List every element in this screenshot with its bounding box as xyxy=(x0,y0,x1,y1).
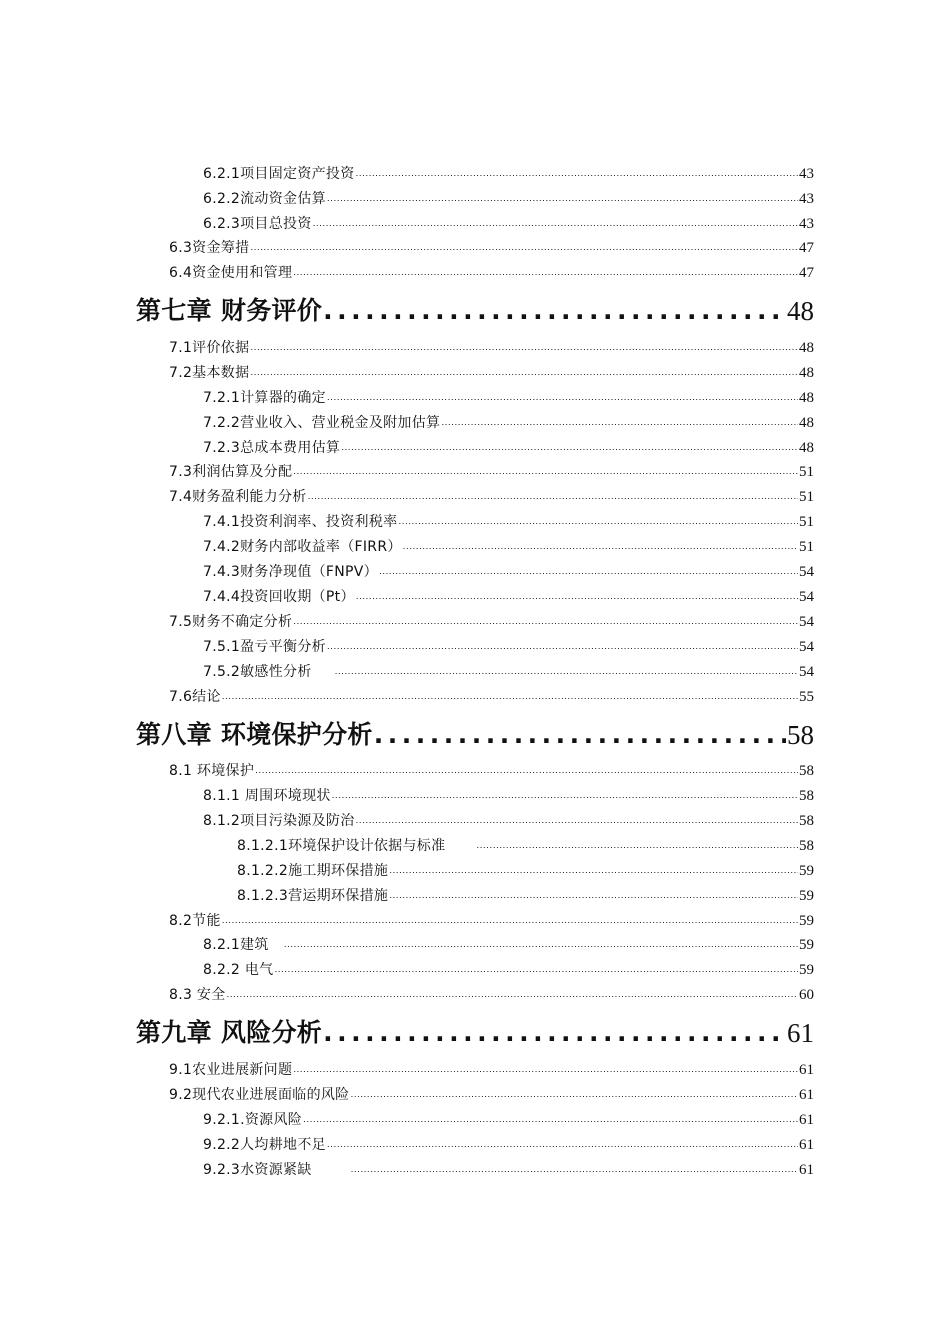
toc-entry-title: 8.1.2.3营运期环保措施 xyxy=(237,888,389,904)
toc-entry[interactable] xyxy=(169,1060,814,1080)
toc-entry-title: 6.2.3项目总投资 xyxy=(203,216,312,232)
toc-entry-title: 9.2.1.资源风险 xyxy=(203,1112,303,1128)
toc-entry-title: 7.4.3财务净现值（FNPV） xyxy=(203,564,378,580)
dot-leader xyxy=(293,623,798,632)
dot-leader xyxy=(341,449,798,458)
toc-chapter-page: 48 xyxy=(787,296,814,326)
toc-entry-title: 6.3资金筹措 xyxy=(169,240,250,256)
toc-entry[interactable] xyxy=(237,886,814,906)
toc-entry[interactable] xyxy=(169,612,814,632)
toc-entry[interactable] xyxy=(169,985,814,1005)
toc-entry[interactable] xyxy=(203,1160,814,1180)
toc-entry[interactable] xyxy=(203,786,814,806)
toc-entry-page: 47 xyxy=(799,265,814,281)
dot-leader xyxy=(250,374,798,383)
toc-entry-page: 58 xyxy=(799,813,814,829)
dot-leader xyxy=(351,1171,798,1180)
toc-entry-title: 8.2节能 xyxy=(169,913,221,929)
toc-entry[interactable] xyxy=(203,637,814,657)
dot-leader xyxy=(293,473,798,482)
dot-leader xyxy=(356,175,798,184)
dot-leader xyxy=(398,523,798,532)
dot-leader xyxy=(327,200,798,209)
dot-leader xyxy=(227,996,798,1005)
dot-leader xyxy=(323,301,786,329)
toc-entry[interactable] xyxy=(169,761,814,781)
toc-entry-page: 59 xyxy=(799,888,814,904)
toc-entry-page: 59 xyxy=(799,937,814,953)
toc-entry-title: 7.5财务不确定分析 xyxy=(169,614,293,630)
dot-leader xyxy=(389,872,798,881)
toc-entry-title: 6.2.1项目固定资产投资 xyxy=(203,166,355,182)
dot-leader xyxy=(222,922,798,931)
toc-entry[interactable] xyxy=(169,263,814,283)
dot-leader xyxy=(250,249,798,258)
toc-entry-title: 9.1农业进展新问题 xyxy=(169,1062,293,1078)
toc-entry-page: 47 xyxy=(799,240,814,256)
dot-leader xyxy=(250,349,798,358)
toc-chapter-page: 58 xyxy=(787,720,814,750)
toc-chapter-title: 第九章 风险分析 xyxy=(136,1018,323,1047)
toc-chapter-page: 61 xyxy=(787,1018,814,1048)
toc-chapter-heading[interactable] xyxy=(136,293,814,329)
toc-entry-title: 8.1.2.1环境保护设计依据与标准 xyxy=(237,838,446,854)
toc-entry-page: 58 xyxy=(799,838,814,854)
toc-entry[interactable] xyxy=(203,587,814,607)
toc-entry[interactable] xyxy=(203,388,814,408)
toc-entry-page: 54 xyxy=(799,664,814,680)
toc-entry-title: 7.4财务盈利能力分析 xyxy=(169,489,307,505)
dot-leader xyxy=(327,1146,798,1155)
toc-entry-title: 8.3 安全 xyxy=(169,987,226,1003)
dot-leader xyxy=(293,1071,798,1080)
dot-leader xyxy=(403,548,798,557)
toc-entry-title: 9.2.2人均耕地不足 xyxy=(203,1137,326,1153)
toc-entry[interactable] xyxy=(237,836,814,856)
toc-entry[interactable] xyxy=(169,687,814,707)
toc-entry[interactable] xyxy=(203,512,814,532)
dot-leader xyxy=(356,598,798,607)
toc-entry-page: 43 xyxy=(799,166,814,182)
toc-entry[interactable] xyxy=(203,438,814,458)
toc-entry-title: 8.1.1 周围环境现状 xyxy=(203,788,331,804)
toc-entry-title: 7.1评价依据 xyxy=(169,340,250,356)
toc-entry-page: 51 xyxy=(799,489,814,505)
toc-chapter-title: 第八章 环境保护分析 xyxy=(136,720,373,749)
toc-entry-title: 7.4.4投资回收期（Pt） xyxy=(203,589,355,605)
dot-leader xyxy=(374,725,786,753)
toc-entry[interactable] xyxy=(169,338,814,358)
toc-entry[interactable] xyxy=(169,238,814,258)
dot-leader xyxy=(327,648,798,657)
toc-chapter-title: 第七章 财务评价 xyxy=(136,296,323,325)
toc-entry-title: 7.2.3总成本费用估算 xyxy=(203,440,341,456)
toc-entry-page: 61 xyxy=(799,1062,814,1078)
dot-leader xyxy=(379,573,798,582)
toc-entry-page: 59 xyxy=(799,962,814,978)
toc-entry[interactable] xyxy=(203,935,814,955)
toc-entry-page: 61 xyxy=(799,1162,814,1178)
toc-entry[interactable] xyxy=(203,662,814,682)
toc-entry-page: 58 xyxy=(799,788,814,804)
dot-leader xyxy=(308,498,798,507)
dot-leader xyxy=(274,971,798,980)
toc-entry-page: 51 xyxy=(799,464,814,480)
toc-entry-page: 61 xyxy=(799,1087,814,1103)
dot-leader xyxy=(255,772,798,781)
toc-entry-page: 51 xyxy=(799,539,814,555)
toc-entry-page: 48 xyxy=(799,415,814,431)
dot-leader xyxy=(476,847,798,856)
toc-entry-page: 58 xyxy=(799,763,814,779)
toc-entry[interactable] xyxy=(203,960,814,980)
toc-entry-title: 7.5.2敏感性分析 xyxy=(203,664,312,680)
toc-entry-page: 54 xyxy=(799,564,814,580)
toc-entry-title: 8.1.2.2施工期环保措施 xyxy=(237,863,389,879)
toc-entry-page: 55 xyxy=(799,689,814,705)
toc-entry-title: 6.4资金使用和管理 xyxy=(169,265,293,281)
toc-entry-title: 8.2.1建筑 xyxy=(203,937,269,953)
toc-entry[interactable] xyxy=(203,164,814,184)
dot-leader xyxy=(332,797,798,806)
toc-entry-title: 7.3利润估算及分配 xyxy=(169,464,293,480)
toc-entry-title: 9.2.3水资源紧缺 xyxy=(203,1162,312,1178)
toc-entry-page: 48 xyxy=(799,440,814,456)
dot-leader xyxy=(323,1023,786,1051)
toc-entry-page: 43 xyxy=(799,216,814,232)
toc-entry[interactable] xyxy=(203,1135,814,1155)
toc-entry[interactable] xyxy=(169,487,814,507)
toc-entry-title: 9.2现代农业进展面临的风险 xyxy=(169,1087,350,1103)
toc-entry[interactable] xyxy=(169,462,814,482)
toc-entry-page: 60 xyxy=(799,987,814,1003)
toc-entry-title: 7.2基本数据 xyxy=(169,365,250,381)
toc-entry-title: 7.2.2营业收入、营业税金及附加估算 xyxy=(203,415,441,431)
toc-entry-title: 7.4.1投资利润率、投资利税率 xyxy=(203,514,398,530)
dot-leader xyxy=(313,225,798,234)
dot-leader xyxy=(284,946,798,955)
dot-leader xyxy=(293,274,798,283)
dot-leader xyxy=(335,673,798,682)
toc-entry-title: 8.1.2项目污染源及防治 xyxy=(203,813,355,829)
dot-leader xyxy=(389,897,798,906)
toc-entry-page: 48 xyxy=(799,365,814,381)
toc-entry-title: 6.2.2流动资金估算 xyxy=(203,191,326,207)
toc-entry-page: 59 xyxy=(799,913,814,929)
toc-entry-page: 61 xyxy=(799,1137,814,1153)
dot-leader xyxy=(441,424,798,433)
toc-chapter-heading[interactable] xyxy=(136,1015,814,1051)
toc-entry[interactable] xyxy=(169,363,814,383)
toc-entry[interactable] xyxy=(203,811,814,831)
toc-entry-title: 7.2.1计算器的确定 xyxy=(203,390,326,406)
toc-entry[interactable] xyxy=(169,911,814,931)
dot-leader xyxy=(327,399,798,408)
toc-entry[interactable] xyxy=(237,861,814,881)
toc-entry-title: 7.6结论 xyxy=(169,689,221,705)
toc-entry-page: 54 xyxy=(799,639,814,655)
toc-entry[interactable] xyxy=(203,413,814,433)
toc-entry[interactable] xyxy=(169,1085,814,1105)
dot-leader xyxy=(222,698,798,707)
toc-entry[interactable] xyxy=(203,562,814,582)
toc-entry[interactable] xyxy=(203,189,814,209)
toc-entry-title: 7.5.1盈亏平衡分析 xyxy=(203,639,326,655)
toc-entry-page: 48 xyxy=(799,390,814,406)
toc-chapter-heading[interactable] xyxy=(136,717,814,753)
toc-entry-title: 8.1 环境保护 xyxy=(169,763,255,779)
toc-entry[interactable] xyxy=(203,214,814,234)
dot-leader xyxy=(350,1096,798,1105)
toc-entry-page: 54 xyxy=(799,614,814,630)
toc-entry-page: 59 xyxy=(799,863,814,879)
toc-entry-title: 8.2.2 电气 xyxy=(203,962,274,978)
toc-entry-page: 43 xyxy=(799,191,814,207)
toc-entry[interactable] xyxy=(203,1110,814,1130)
toc-entry-page: 48 xyxy=(799,340,814,356)
dot-leader xyxy=(356,822,798,831)
toc-entry-page: 54 xyxy=(799,589,814,605)
dot-leader xyxy=(303,1121,798,1130)
toc-entry-page: 51 xyxy=(799,514,814,530)
toc-entry-page: 61 xyxy=(799,1112,814,1128)
toc-entry-title: 7.4.2财务内部收益率（FIRR） xyxy=(203,539,402,555)
toc-entry[interactable] xyxy=(203,537,814,557)
